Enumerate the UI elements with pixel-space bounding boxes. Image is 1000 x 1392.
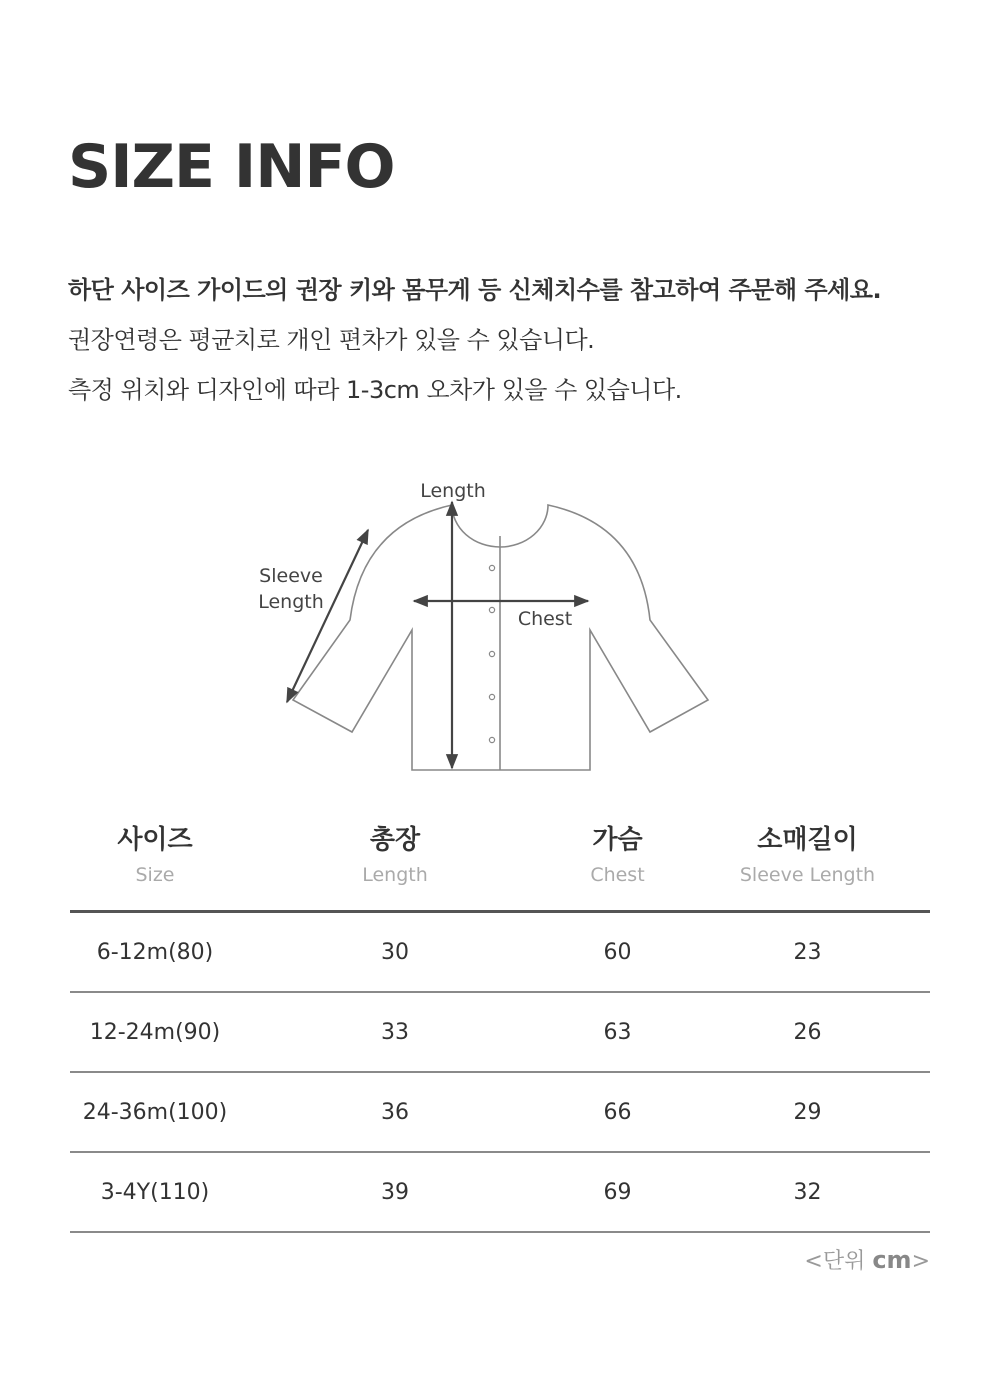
chest-label: Chest xyxy=(517,608,573,630)
note-measure-error: 측정 위치와 디자인에 따라 1-3cm 오차가 있을 수 있습니다. xyxy=(68,376,682,404)
header-length-ko: 총장 xyxy=(369,825,421,855)
table-row xyxy=(70,1152,930,1232)
header-chest-ko: 가슴 xyxy=(592,825,643,855)
note-order-guide: 하단 사이즈 가이드의 권장 키와 몸무게 등 신체치수를 참고하여 주문해 주세요. xyxy=(68,276,882,304)
length-label: Length xyxy=(420,480,486,502)
cardigan-outline xyxy=(293,505,708,770)
table-row xyxy=(70,992,930,1072)
header-sleeve-ko: 소매길이 xyxy=(757,825,858,855)
header-sleeve-en: Sleeve Length xyxy=(739,864,876,886)
garment-diagram xyxy=(0,470,1000,790)
cell-chest: 69 xyxy=(550,1152,685,1232)
size-table xyxy=(70,818,930,1233)
header-sleeve xyxy=(685,818,930,912)
cell-chest: 60 xyxy=(550,912,685,993)
cell-chest: 63 xyxy=(550,992,685,1072)
unit-prefix: <단위 xyxy=(804,1249,873,1274)
table-row xyxy=(70,912,930,993)
sleeve-label-line2: Length xyxy=(258,591,324,613)
unit-note xyxy=(804,1244,930,1275)
cell-size: 24-36m(100) xyxy=(70,1072,240,1152)
unit-value: cm xyxy=(872,1246,912,1274)
table-row xyxy=(70,1072,930,1152)
button-column xyxy=(489,565,494,742)
header-size-ko: 사이즈 xyxy=(117,825,193,855)
header-length-en: Length xyxy=(362,864,428,886)
header-chest-en: Chest xyxy=(590,864,645,886)
header-length xyxy=(240,818,550,912)
cell-sleeve: 26 xyxy=(685,992,930,1072)
cell-length: 39 xyxy=(240,1152,550,1232)
header-size xyxy=(70,818,240,912)
cell-sleeve: 23 xyxy=(685,912,930,993)
cell-length: 33 xyxy=(240,992,550,1072)
cell-sleeve: 32 xyxy=(685,1152,930,1232)
note-age-deviation: 권장연령은 평균치로 개인 편차가 있을 수 있습니다. xyxy=(68,326,595,354)
header-size-en: Size xyxy=(135,864,175,886)
cell-size: 6-12m(80) xyxy=(70,912,240,993)
sleeve-arrow xyxy=(287,530,368,702)
cell-size: 12-24m(90) xyxy=(70,992,240,1072)
cell-length: 36 xyxy=(240,1072,550,1152)
cell-length: 30 xyxy=(240,912,550,993)
cell-sleeve: 29 xyxy=(685,1072,930,1152)
sleeve-label-line1: Sleeve xyxy=(259,565,323,587)
page-title: SIZE INFO xyxy=(68,132,395,202)
cell-chest: 66 xyxy=(550,1072,685,1152)
table-header-row xyxy=(70,818,930,912)
size-notes xyxy=(68,265,948,415)
header-chest xyxy=(550,818,685,912)
cell-size: 3-4Y(110) xyxy=(70,1152,240,1232)
unit-suffix: > xyxy=(911,1249,930,1274)
